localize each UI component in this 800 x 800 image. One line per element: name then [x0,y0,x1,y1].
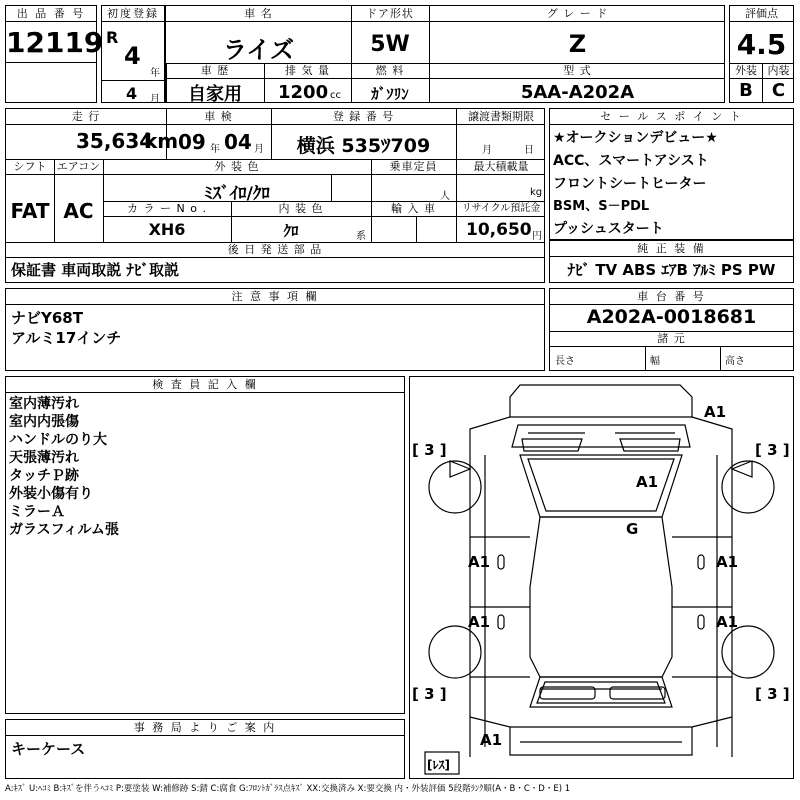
office-notice-box [5,719,405,779]
inspector-notes-label: 検 査 員 記 入 欄 [6,377,404,393]
first-registration-box [101,5,165,103]
vehicle-info-box [165,5,725,103]
inspector-note: 室内内張傷 [9,414,79,430]
shift: FAT [10,199,50,223]
registration-year: 4 [124,42,141,70]
color-no: XH6 [148,220,186,239]
fuel-label: 燃 料 [375,64,405,77]
int-color-suffix: 系 [356,231,366,242]
tire-mark: [ 3 ] [755,441,790,459]
equipment-items: ﾅﾋﾞ TV ABS ｴｱB ｱﾙﾐ PS PW [567,261,776,279]
damage-mark: A1 [704,403,727,421]
displacement-label: 排 気 量 [285,64,330,77]
load-label: 最大積載量 [473,160,529,173]
damage-mark: A1 [468,553,491,571]
note-line: アルミ17インチ [11,329,122,347]
month-unit: 月 [150,94,160,105]
later-docs-label: 後 日 発 送 部 品 [227,243,323,256]
grade: Z [568,30,587,58]
capacity-label: 乗車定員 [389,160,438,173]
sales-point: プッシュスタート [553,221,664,237]
notes-box [5,288,545,371]
inspector-note: 室内薄汚れ [9,396,79,412]
inspection-year-unit: 年 [210,144,220,155]
grade-label: グ レ ー ド [546,7,609,20]
inspector-note: 天張薄汚れ [9,450,79,466]
length-label: 長さ [555,356,575,367]
ext-color-label: 外 装 色 [214,160,260,173]
registration-month: 4 [126,84,138,103]
history: 自家用 [188,84,242,105]
transfer-month: 月 [482,145,492,156]
chassis-label: 車 台 番 号 [550,289,793,305]
int-color-label: 内 装 色 [278,202,324,215]
exterior-grade: B [739,80,753,101]
inspector-note: タッチＰ跡 [9,468,79,484]
color-no-label: カ ラ ー N o . [127,202,207,215]
score-box [729,5,794,103]
score-label: 評価点 [730,6,793,22]
inspection-month: 04 [224,130,252,154]
car-diagram-box [409,376,794,779]
tire-mark: [ 3 ] [412,685,447,703]
inspector-note: ミラーＡ [9,504,65,520]
sales-point: フロントシートヒーター [553,176,707,192]
transfer-label: 譲渡書類期限 [468,110,534,123]
recycle-label: リサイクル預託金 [461,203,541,214]
model-code: 5AA-A202A [520,82,635,103]
inspector-notes-box [5,376,405,714]
office-notice: キーケース [11,740,86,758]
notes-label: 注 意 事 項 欄 [6,289,544,305]
car-diagram [410,377,793,778]
door-type: 5W [370,32,410,57]
capacity-unit: 人 [440,191,450,202]
car-name-label: 車 名 [244,7,273,20]
car-name: ライズ [222,36,295,64]
damage-mark: A1 [716,553,739,571]
inspection-year: 09 [178,130,206,154]
load-unit: kg [530,187,543,198]
history-label: 車 歴 [200,64,230,77]
spec-label: 諸 元 [657,332,686,345]
reg-number: 横浜 535ﾂ709 [296,135,431,157]
exterior-label: 外装 [735,64,757,77]
lot-number-label: 出 品 番 号 [6,6,96,22]
later-docs: 保証書 車両取説 ﾅﾋﾞ取説 [11,261,179,279]
inspector-note: ハンドルのり大 [9,432,107,448]
import-label: 輸 入 車 [391,202,436,215]
note-line: ナビY68T [11,309,83,327]
aircon-label: エアコン [56,160,101,173]
model-label: 型 式 [563,64,592,77]
fuel: ｶﾞｿﾘﾝ [371,85,409,103]
mileage-unit: km [144,129,179,153]
equipment-label: 純 正 装 備 [550,241,793,257]
sales-point: ACC、スマートアシスト [553,153,709,169]
displacement-unit: cc [330,90,341,101]
spare-mark: [ﾚｽ] [427,758,450,772]
chassis-number: A202A-0018681 [586,306,757,328]
equipment-box [549,240,794,283]
mileage-label: 走 行 [71,110,101,123]
shift-label: シフト [13,160,47,173]
damage-mark: A1 [480,731,503,749]
inspection-label: 車 検 [204,110,233,123]
int-color: ｸﾛ [283,222,299,240]
lot-number-box [5,5,104,103]
damage-mark: A1 [716,613,739,631]
mileage: 35,634 [76,129,154,153]
height-label: 高さ [725,356,745,367]
inspection-month-unit: 月 [254,144,264,155]
tire-mark: [ 3 ] [755,685,790,703]
interior-label: 内装 [767,64,790,77]
width-label: 幅 [650,356,660,367]
reg-number-label: 登 録 番 号 [332,110,395,123]
interior-grade: C [771,80,786,101]
chassis-box [549,288,794,371]
damage-mark: A1 [636,473,659,491]
transfer-day: 日 [524,145,534,156]
displacement: 1200 [278,82,329,103]
ext-color: ﾐｽﾞｲﾛ/ｸﾛ [204,184,270,204]
tire-mark: [ 3 ] [412,441,447,459]
spec-box [5,108,545,283]
damage-mark: A1 [468,613,491,631]
sales-point: BSM、S－PDL [553,199,650,214]
era: R [106,28,119,47]
aircon: AC [63,199,94,223]
first-registration-label: 初度登録 [102,6,164,22]
sales-points-box [549,108,794,240]
sales-point: ★オークションデビュー★ [553,130,718,146]
year-unit: 年 [150,68,160,79]
damage-mark: G [626,520,639,538]
recycle-unit: 円 [532,231,542,242]
score: 4.5 [736,28,787,61]
inspector-note: ガラスフィルム張 [9,522,119,538]
sales-points-label: セ ー ル ス ポ イ ン ト [550,109,793,125]
lot-number: 12119 [6,26,104,59]
recycle-fee: 10,650 [466,220,532,240]
legend: A:ｷｽﾞ U:ﾍｺﾐ B:ｷｽﾞを伴うﾍｺﾐ P:要塗装 W:補修跡 S:錆 C:腐食 G:ﾌﾛﾝﾄｶﾞﾗｽ点ｷｽﾞ XX:交換済み X:要交換 内・外装評価 5段階ﾗﾝｸ順(A・B・C・D・E) 1 [5,784,571,794]
door-label: ドア形状 [366,7,414,20]
inspector-note: 外装小傷有り [9,486,93,502]
office-notice-label: 事 務 局 よ り ご 案 内 [6,720,404,736]
